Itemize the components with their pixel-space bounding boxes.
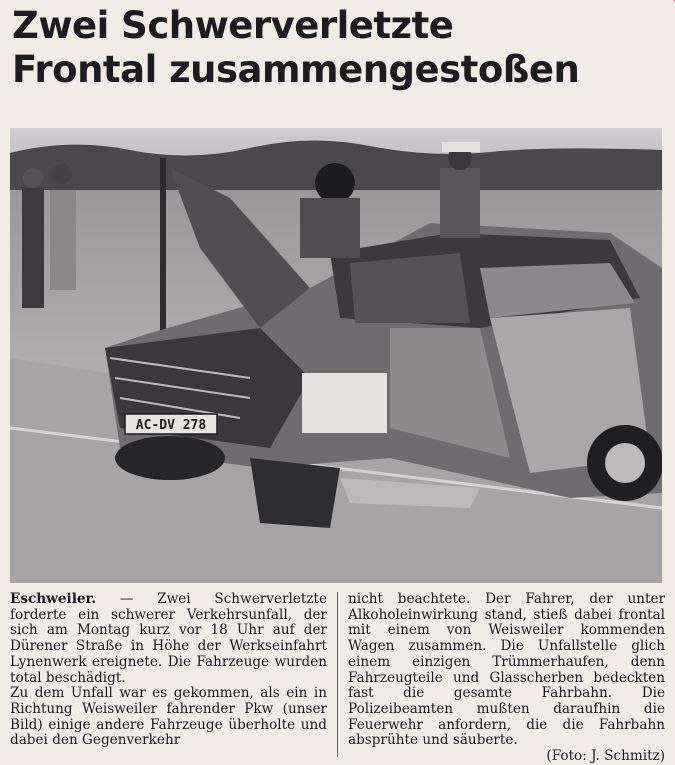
dateline: Eschweiler. [10, 591, 97, 607]
article-body [10, 591, 665, 765]
headline-line-2: Frontal zusammengestoßen [12, 48, 580, 91]
column-divider [337, 592, 338, 757]
license-plate-text: AC-DV 278 [135, 418, 207, 433]
photo-credit: (Foto: J. Schmitz) [546, 748, 665, 765]
article-paragraph-1 [10, 592, 327, 686]
headline-line-1: Zwei Schwerverletzte [12, 4, 454, 47]
article-paragraph-1-text: — Zwei Schwerverletzte forderte ein schwerer Verkehrsunfall, der sich am Montag kurz vor 18 Uhr auf der Dürener Straße in Höhe der Werkseinfahrt Lynenwerk ereignete. Die Fahrzeuge wurden total beschädigt. [10, 591, 327, 686]
article-column-1 [10, 592, 327, 757]
wrecked-car-illustration [10, 128, 662, 583]
article-paragraph-3: nicht beachtete. Der Fahrer, der unter Alkoholeinwirkung stand, stieß dabei frontal mit einem von Weisweiler kommenden Wagen zusammen. Die Unfallstelle glich einem einzigen Trümmerhaufen, denn Fahrzeugteile und Glasscherben bedeckten fast die gesamte Fahrbahn. Die Polizeibeamten mußten daraufhin die Feuerwehr anfordern, die die Fahrbahn absprühte und säuberte. [348, 591, 665, 749]
article-paragraph-2: Zu dem Unfall war es gekommen, als ein in Richtung Weisweiler fahrender Pkw (unser Bild) einige andere Fahrzeuge überholte und dabei den Gegenverkehr [10, 685, 327, 749]
accident-photo [10, 128, 662, 583]
article-column-2 [348, 591, 665, 765]
headline [12, 4, 652, 92]
